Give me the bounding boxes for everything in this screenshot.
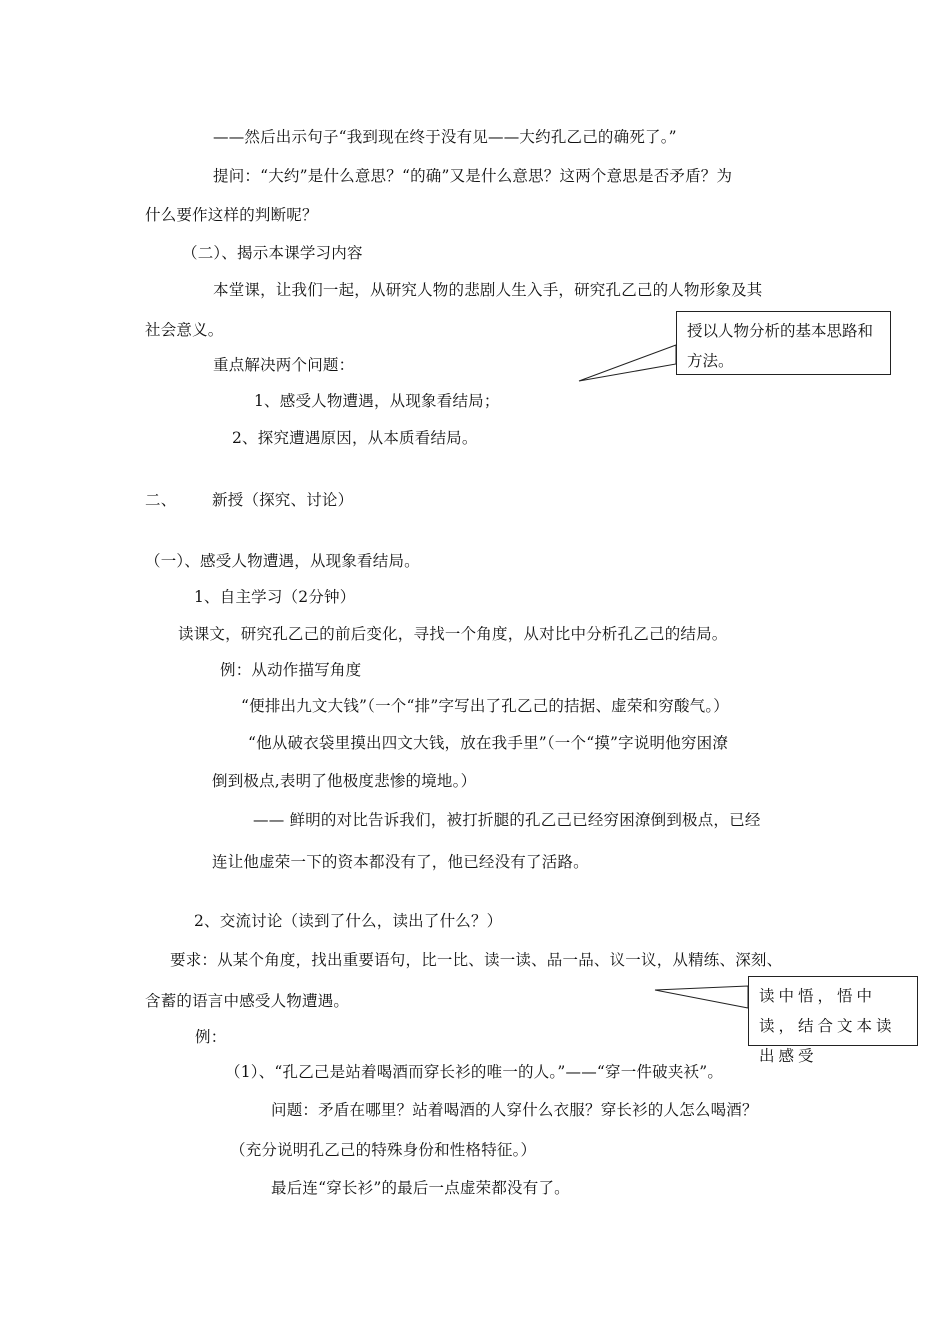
text-line: （充分说明孔乙己的特殊身份和性格特征。） [230,1141,537,1159]
subsection-heading: 1、自主学习（2分钟） [194,588,356,606]
text-line: “便排出九文大钱”（一个“排”字写出了孔乙己的拮据、虚荣和穷酸气。） [241,697,729,715]
text-line: 含蓄的语言中感受人物遭遇。 [145,992,350,1010]
section-heading: （二）、揭示本课学习内容 [182,244,363,262]
text-line: 本堂课，让我们一起，从研究人物的悲剧人生入手，研究孔乙己的人物形象及其 [213,281,763,299]
list-item: 1、感受人物遭遇，从现象看结局； [254,392,500,410]
text-line: 读课文，研究孔乙己的前后变化，寻找一个角度，从对比中分析孔乙己的结局。 [178,625,728,643]
text-line: 连让他虚荣一下的资本都没有了，他已经没有了活路。 [212,853,589,871]
text-line: 倒到极点,表明了他极度悲惨的境地。） [212,772,477,790]
text-line: 重点解决两个问题： [213,356,355,374]
text-line: 问题：矛盾在哪里？站着喝酒的人穿什么衣服？穿长衫的人怎么喝酒？ [271,1101,758,1119]
callout-2-pointer [655,986,748,1008]
section-number: 二、 [145,491,177,509]
text-line: 社会意义。 [145,321,224,339]
text-line: 例：从动作描写角度 [220,661,362,679]
text-line: ——然后出示句子“我到现在终于没有见——大约孔乙己的确死了。” [213,128,677,146]
text-line: —— 鲜明的对比告诉我们，被打折腿的孔乙己已经穷困潦倒到极点，已经 [253,811,761,829]
text-line: “他从破衣袋里摸出四文大钱，放在我手里”（一个“摸”字说明他穷困潦 [248,734,729,752]
text-line: 最后连“穿长衫”的最后一点虚荣都没有了。 [271,1179,570,1197]
text-line: 要求：从某个角度，找出重要语句，比一比、读一读、品一品、议一议，从精练、深刻、 [170,951,783,969]
callout-1-pointer [579,345,676,381]
subsection-heading: （一）、感受人物遭遇，从现象看结局。 [145,552,420,570]
text-line: 提问：“大约”是什么意思？“的确”又是什么意思？这两个意思是否矛盾？为 [213,167,733,185]
text-line: 例： [195,1028,227,1046]
section-heading: 新授（探究、讨论） [212,491,354,509]
text-line: 什么要作这样的判断呢？ [145,206,318,224]
list-item: 2、探究遭遇原因，从本质看结局。 [232,429,478,447]
text-line: （1）、“孔乙己是站着喝酒而穿长衫的唯一的人。”——“穿一件破夹袄”。 [225,1063,724,1081]
subsection-heading: 2、交流讨论（读到了什么，读出了什么？） [194,912,503,930]
margin-comment-1: 授以人物分析的基本思路和方法。 [676,311,891,375]
margin-comment-2: 读中悟，悟中读，结合文本读出感受 [748,976,918,1046]
